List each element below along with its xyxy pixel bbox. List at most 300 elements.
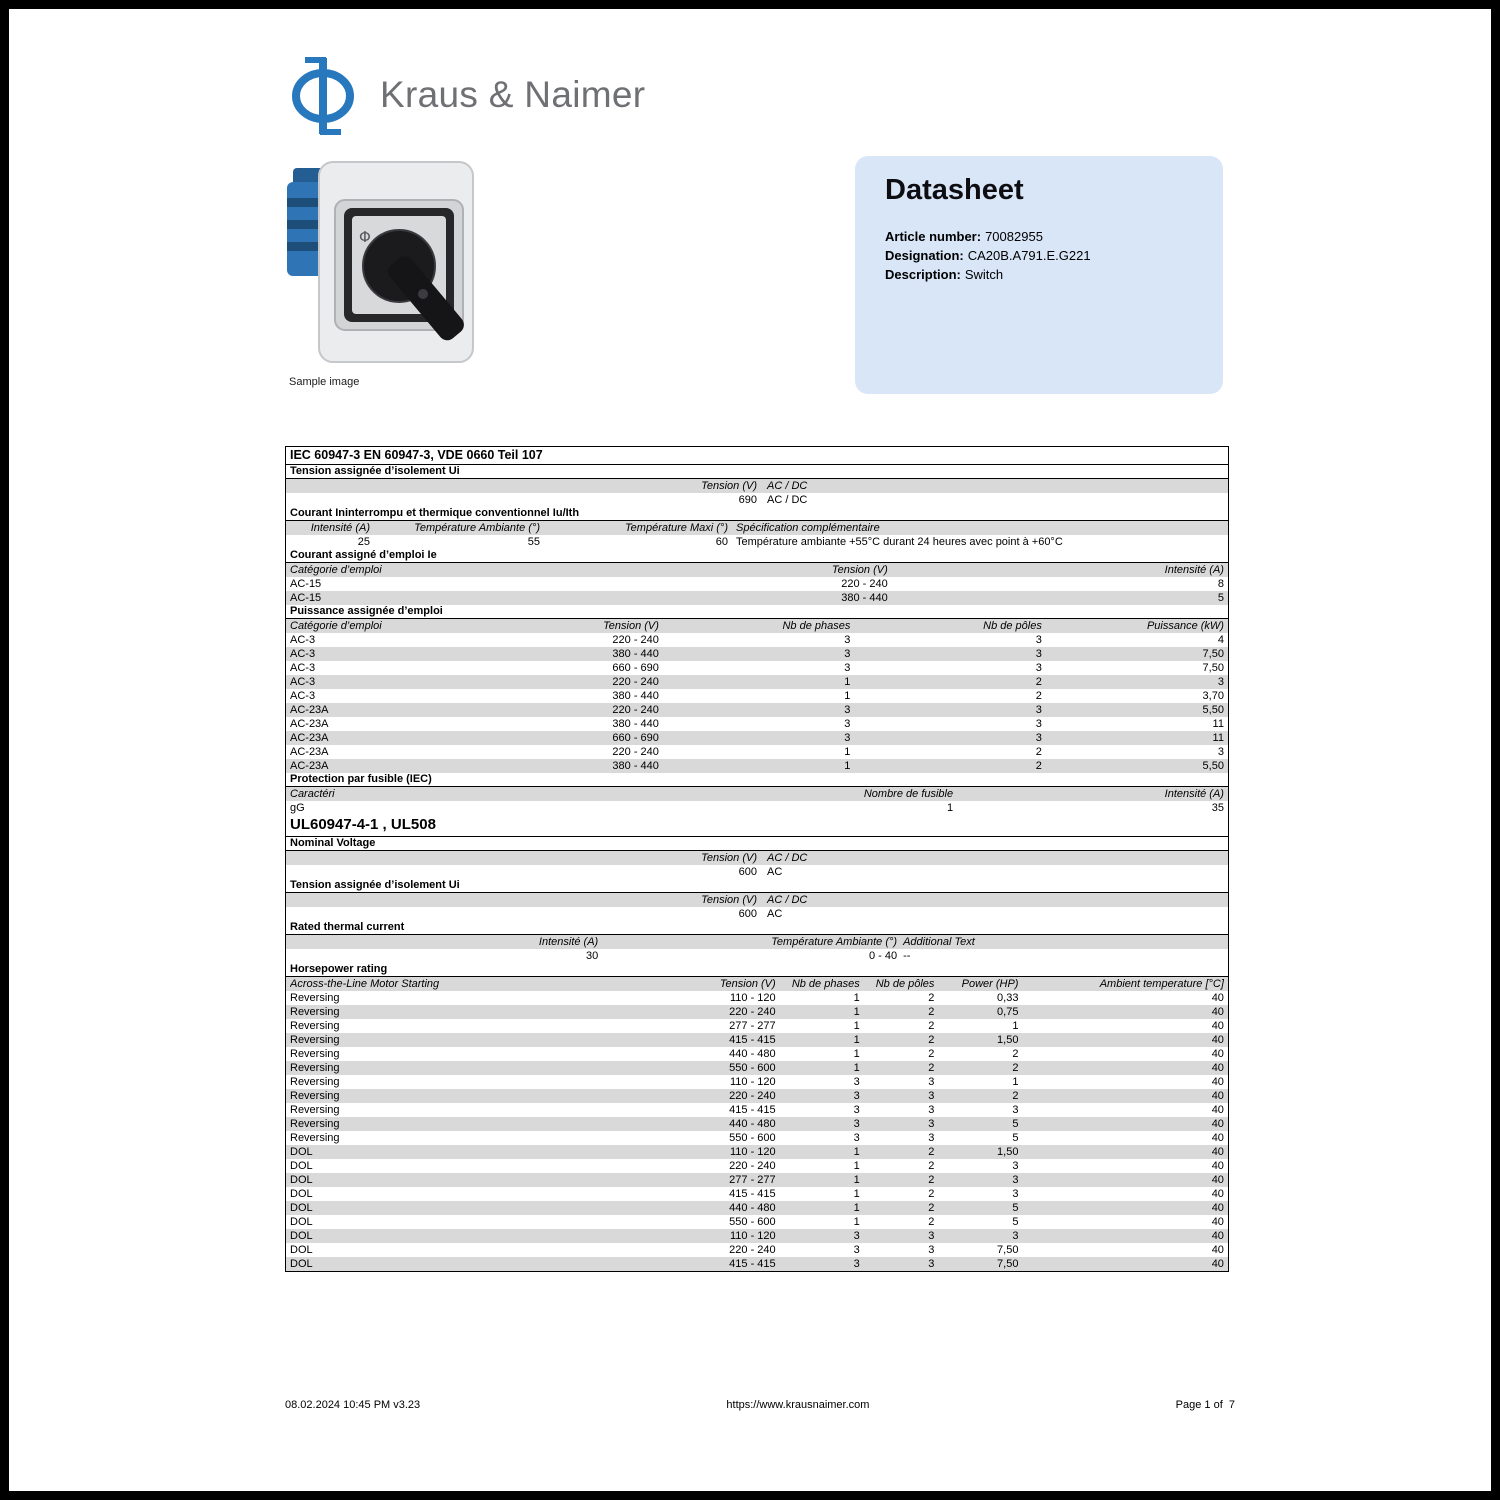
table-cell: Caractéri [290,788,335,800]
section-header-row [286,921,1228,935]
table-cell: 110 - 120 [729,1230,776,1242]
table-cell: 3 [1012,1230,1019,1242]
table-cell: 1 [853,1160,860,1172]
table-cell: AC / DC [767,494,808,506]
table-cell: AC-15 [290,592,322,604]
field-label: Article number: [885,229,982,244]
column-header-row [286,935,1228,949]
table-cell: 3 [928,1244,935,1256]
table-cell: -- [903,950,911,962]
table-cell: DOL [290,1146,313,1158]
field-label: Description: [885,267,961,282]
table-cell: AC-3 [290,662,316,674]
table-cell: 3 [1035,718,1042,730]
table-cell: 40 [1211,1062,1224,1074]
table-cell: 380 - 440 [841,592,888,604]
table-cell: 2 [1012,1062,1019,1074]
table-cell: Power (HP) [961,978,1019,990]
table-cell: Tension assignée d’isolement Ui [290,465,460,477]
table-cell: 40 [1211,1132,1224,1144]
table-cell: AC-23A [290,704,329,716]
table-cell: Courant assigné d’emploi Ie [290,549,437,561]
table-cell: 110 - 120 [729,1146,776,1158]
table-cell: UL60947-4-1 , UL508 [290,816,436,833]
table-data-row [286,591,1228,605]
table-data-row [286,717,1228,731]
table-cell: 277 - 277 [729,1020,776,1032]
table-cell: DOL [290,1258,313,1270]
table-cell: 5,50 [1202,704,1224,716]
table-cell: 3 [844,718,851,730]
footer-page-number: Page 1 of 7 [1175,1399,1235,1411]
designation-field [885,246,1193,265]
table-cell: Reversing [290,1118,340,1130]
table-cell: Nb de phases [791,978,860,990]
table-cell: 7,50 [997,1244,1019,1256]
table-cell: gG [290,802,305,814]
section-header-row [286,605,1228,619]
table-cell: 3 [928,1090,935,1102]
table-cell: AC / DC [767,852,808,864]
table-cell: 440 - 480 [729,1202,776,1214]
table-cell: DOL [290,1230,313,1242]
table-cell: 415 - 415 [729,1104,776,1116]
table-cell: 40 [1211,1104,1224,1116]
column-header-row [286,521,1228,535]
table-cell: 30 [585,950,599,962]
table-data-row [286,535,1228,549]
table-cell: 40 [1211,1146,1224,1158]
standard-title-row [286,815,1228,837]
table-cell: 3 [1012,1160,1019,1172]
table-cell: 415 - 415 [729,1258,776,1270]
table-data-row [286,661,1228,675]
table-cell: DOL [290,1244,313,1256]
footer-url-link[interactable]: https://www.krausnaimer.com [726,1399,870,1411]
table-cell: Intensité (A) [310,522,370,534]
table-cell: 5,50 [1202,760,1224,772]
table-cell: 2 [1035,746,1042,758]
table-cell: 2 [1035,690,1042,702]
table-cell: Tension (V) [701,894,757,906]
column-header-row [286,479,1228,493]
table-data-row [286,1061,1228,1075]
table-data-row [286,1257,1228,1271]
table-cell: 220 - 240 [729,1160,776,1172]
table-data-row [286,949,1228,963]
table-cell: 220 - 240 [729,1244,776,1256]
table-cell: 40 [1211,1244,1224,1256]
table-cell: Courant Ininterrompu et thermique conventionnel Iu/Ith [290,507,580,519]
table-cell: Puissance (kW) [1146,620,1224,632]
table-title-row [286,447,1228,465]
table-cell: 60 [715,536,728,548]
table-cell: AC-3 [290,690,316,702]
table-data-row [286,703,1228,717]
table-cell: Additional Text [903,936,975,948]
brand-name: Kraus & Naimer [380,74,646,115]
table-cell: 220 - 240 [729,1006,776,1018]
table-cell: 1 [853,1146,860,1158]
column-header-row [286,893,1228,907]
table-cell: Rated thermal current [290,921,405,933]
description-field [885,265,1193,284]
table-cell: 3 [853,1132,860,1144]
table-cell: 3 [1012,1104,1019,1116]
table-cell: 440 - 480 [729,1118,776,1130]
table-cell: 8 [1217,578,1224,590]
field-value: Switch [964,267,1004,282]
table-cell: 2 [1012,1048,1019,1060]
table-cell: 40 [1211,1188,1224,1200]
table-data-row [286,493,1228,507]
table-cell: 40 [1211,1202,1224,1214]
table-cell: Reversing [290,1034,340,1046]
table-cell: 3 [1217,746,1224,758]
article-number-field [885,227,1193,246]
table-cell: 690 [738,494,757,506]
table-cell: Nombre de fusible [863,788,954,800]
table-cell: AC-23A [290,760,329,772]
table-cell: Reversing [290,1132,340,1144]
table-cell: Intensité (A) [538,936,599,948]
table-cell: Nb de phases [782,620,851,632]
table-cell: Tension assignée d’isolement Ui [290,879,460,891]
table-cell: 40 [1211,1090,1224,1102]
table-cell: 40 [1211,1020,1224,1032]
table-cell: 2 [928,1062,935,1074]
table-cell: 1 [853,992,860,1004]
table-cell: 40 [1211,992,1224,1004]
table-cell: Tension (V) [831,564,888,576]
column-header-row [286,619,1228,633]
table-data-row [286,1173,1228,1187]
brand-logo [286,52,645,138]
table-cell: AC-23A [290,746,329,758]
section-header-row [286,963,1228,977]
table-cell: DOL [290,1202,313,1214]
column-header-row [286,787,1228,801]
svg-text:Φ: Φ [359,228,371,246]
table-cell: 2 [928,1048,935,1060]
table-cell: Reversing [290,1048,340,1060]
column-header-row [286,851,1228,865]
table-cell: 1 [853,1174,860,1186]
section-header-row [286,773,1228,787]
table-cell: 2 [928,992,935,1004]
section-header-row [286,465,1228,479]
section-header-row [286,507,1228,521]
table-cell: 3 [1035,634,1042,646]
table-cell: 220 - 240 [612,704,659,716]
table-cell: DOL [290,1160,313,1172]
table-cell: 0 - 40 [868,950,898,962]
table-cell: 55 [527,536,540,548]
table-data-row [286,1131,1228,1145]
table-cell: 380 - 440 [612,718,659,730]
table-data-row [286,633,1228,647]
table-cell: 3 [1035,704,1042,716]
table-cell: 40 [1211,1174,1224,1186]
table-cell: 600 [738,908,757,920]
table-data-row [286,1215,1228,1229]
table-cell: 380 - 440 [612,648,659,660]
table-data-row [286,745,1228,759]
table-cell: 2 [928,1202,935,1214]
table-cell: 660 - 690 [612,732,659,744]
table-cell: 7,50 [1202,662,1224,674]
table-cell: 2 [1035,760,1042,772]
table-cell: 40 [1211,1006,1224,1018]
table-cell: 40 [1211,1216,1224,1228]
table-data-row [286,1187,1228,1201]
table-cell: 40 [1211,1258,1224,1270]
table-cell: 220 - 240 [841,578,888,590]
table-cell: 2 [928,1146,935,1158]
section-header-row [286,879,1228,893]
table-data-row [286,991,1228,1005]
field-label: Designation: [885,248,964,263]
table-cell: 550 - 600 [729,1216,776,1228]
table-data-row [286,907,1228,921]
table-cell: 3 [928,1258,935,1270]
table-cell: 2 [1035,676,1042,688]
table-cell: Tension (V) [701,852,757,864]
table-cell: Catégorie d’emploi [290,620,382,632]
table-cell: Reversing [290,992,340,1004]
table-cell: Reversing [290,1076,340,1088]
section-header-row [286,837,1228,851]
table-cell: AC-3 [290,676,316,688]
table-data-row [286,865,1228,879]
table-cell: 1 [853,1048,860,1060]
table-cell: 1 [1012,1076,1019,1088]
table-cell: 40 [1211,1034,1224,1046]
table-data-row [286,1047,1228,1061]
table-cell: 220 - 240 [612,676,659,688]
page-footer [285,1399,1235,1411]
table-cell: DOL [290,1216,313,1228]
table-cell: 1 [1012,1020,1019,1032]
table-cell: 3 [844,704,851,716]
table-cell: AC [767,866,783,878]
table-cell: 3 [853,1118,860,1130]
table-cell: 2 [928,1174,935,1186]
table-cell: 5 [1012,1118,1019,1130]
table-cell: Protection par fusible (IEC) [290,773,432,785]
table-cell: 3 [928,1230,935,1242]
table-data-row [286,1229,1228,1243]
table-cell: 5 [1012,1216,1019,1228]
table-cell: 5 [1217,592,1224,604]
datasheet-title: Datasheet [885,174,1024,206]
table-cell: 3 [853,1258,860,1270]
table-cell: Tension (V) [701,480,757,492]
table-cell: 1 [844,676,851,688]
table-cell: 550 - 600 [729,1132,776,1144]
table-cell: Ambient temperature [°C] [1099,978,1224,990]
table-cell: 3 [844,648,851,660]
table-cell: 3 [844,662,851,674]
table-cell: 550 - 600 [729,1062,776,1074]
phi-logo-icon [286,52,360,138]
table-cell: 4 [1217,634,1224,646]
table-cell: 2 [928,1034,935,1046]
table-cell: 2 [1012,1090,1019,1102]
table-data-row [286,731,1228,745]
table-data-row [286,1243,1228,1257]
table-cell: AC / DC [767,894,808,906]
table-cell: 415 - 415 [729,1188,776,1200]
table-cell: 40 [1211,1048,1224,1060]
table-cell: IEC 60947-3 EN 60947-3, VDE 0660 Teil 107 [290,448,543,462]
table-cell: 1 [844,746,851,758]
table-cell: 1 [844,690,851,702]
table-cell: 3 [1012,1188,1019,1200]
table-cell: 3 [844,732,851,744]
table-data-row [286,1103,1228,1117]
table-cell: Nb de pôles [875,978,935,990]
table-cell: 3 [853,1230,860,1242]
table-cell: 35 [1211,802,1224,814]
table-cell: 660 - 690 [612,662,659,674]
table-cell: DOL [290,1188,313,1200]
footer-datestamp: 08.02.2024 10:45 PM v3.23 [285,1399,421,1411]
table-cell: Reversing [290,1062,340,1074]
table-cell: Intensité (A) [1164,564,1224,576]
table-cell: 3 [1012,1174,1019,1186]
table-data-row [286,1019,1228,1033]
product-image [283,156,479,379]
table-cell: Catégorie d’emploi [290,564,382,576]
table-cell: 2 [928,1160,935,1172]
table-cell: 2 [928,1188,935,1200]
sample-image-caption: Sample image [289,376,360,388]
table-cell: AC-23A [290,732,329,744]
table-cell: Across-the-Line Motor Starting [290,978,440,990]
table-cell: Horsepower rating [290,963,388,975]
table-cell: 11 [1212,732,1224,744]
table-data-row [286,1201,1228,1215]
table-cell: 11 [1212,718,1224,730]
table-cell: Reversing [290,1020,340,1032]
table-cell: 1 [853,1188,860,1200]
table-cell: Température Ambiante (°) [414,522,540,534]
table-cell: 3 [928,1118,935,1130]
table-cell: 7,50 [1202,648,1224,660]
table-cell: 3 [844,634,851,646]
table-cell: 5 [1012,1132,1019,1144]
table-cell: 277 - 277 [729,1174,776,1186]
table-cell: Spécification complémentaire [736,522,880,534]
table-cell: Température Ambiante (°) [771,936,898,948]
table-cell: 40 [1211,1160,1224,1172]
table-cell: Tension (V) [719,978,776,990]
table-cell: 40 [1211,1118,1224,1130]
table-cell: 0,33 [997,992,1019,1004]
table-cell: 1 [853,1006,860,1018]
table-cell: AC-3 [290,648,316,660]
table-data-row [286,1005,1228,1019]
table-cell: 1 [853,1202,860,1214]
table-cell: 3 [1035,732,1042,744]
table-data-row [286,1075,1228,1089]
table-cell: 40 [1211,1230,1224,1242]
table-data-row [286,1033,1228,1047]
table-cell: 3 [928,1132,935,1144]
table-cell: 380 - 440 [612,760,659,772]
table-cell: Nb de pôles [983,620,1042,632]
table-cell: 0,75 [997,1006,1019,1018]
table-cell: Température ambiante +55°C durant 24 heures avec point à +60°C [736,536,1063,548]
table-data-row [286,759,1228,773]
field-value: 70082955 [985,229,1043,244]
table-cell: 1 [853,1034,860,1046]
table-cell: Puissance assignée d’emploi [290,605,443,617]
table-cell: 220 - 240 [612,634,659,646]
table-cell: 3,70 [1202,690,1224,702]
table-cell: 380 - 440 [612,690,659,702]
table-cell: 2 [928,1216,935,1228]
table-cell: AC / DC [767,480,808,492]
table-cell: Reversing [290,1006,340,1018]
table-cell: 1 [947,802,954,814]
table-cell: Tension (V) [603,620,659,632]
table-cell: Température Maxi (°) [624,522,728,534]
table-cell: 3 [1035,648,1042,660]
table-cell: Intensité (A) [1164,788,1224,800]
table-cell: 1 [853,1216,860,1228]
table-cell: 110 - 120 [729,992,776,1004]
table-data-row [286,647,1228,661]
table-data-row [286,1145,1228,1159]
table-cell: 3 [1217,676,1224,688]
table-data-row [286,1089,1228,1103]
switch-product-photo [283,156,479,374]
table-cell: 1 [853,1020,860,1032]
table-cell: AC [767,908,783,920]
table-cell: 220 - 240 [612,746,659,758]
table-cell: 3 [853,1090,860,1102]
table-cell: AC-15 [290,578,322,590]
section-header-row [286,549,1228,563]
table-cell: 3 [1035,662,1042,674]
table-cell: 25 [357,536,370,548]
table-cell: 7,50 [997,1258,1019,1270]
table-cell: 40 [1211,1076,1224,1088]
table-cell: AC-23A [290,718,329,730]
table-cell: 220 - 240 [729,1090,776,1102]
table-cell: Nominal Voltage [290,837,376,849]
table-cell: 600 [738,866,757,878]
table-cell: 3 [928,1104,935,1116]
table-cell: 1,50 [997,1146,1019,1158]
table-cell: 3 [928,1076,935,1088]
field-value: CA20B.A791.E.G221 [967,248,1091,263]
column-header-row [286,977,1228,991]
table-cell: Reversing [290,1090,340,1102]
column-header-row [286,563,1228,577]
table-cell: DOL [290,1174,313,1186]
spec-table [285,446,1229,1272]
table-cell: 3 [853,1076,860,1088]
table-data-row [286,1159,1228,1173]
table-cell: 1 [853,1062,860,1074]
table-cell: 2 [928,1020,935,1032]
table-data-row [286,675,1228,689]
table-data-row [286,689,1228,703]
table-data-row [286,1117,1228,1131]
